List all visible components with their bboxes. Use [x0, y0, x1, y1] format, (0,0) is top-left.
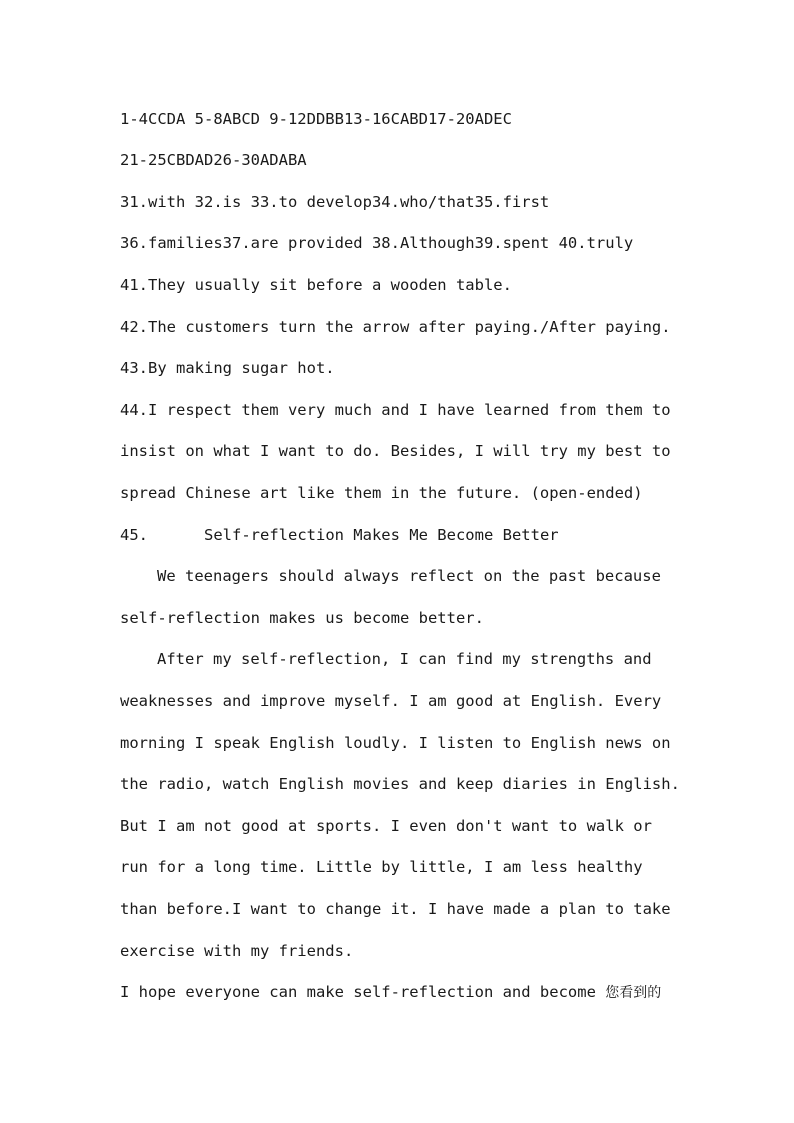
- answer-line-44-cont: spread Chinese art like them in the future. (open-ended): [120, 484, 643, 502]
- answer-line-44-cont: insist on what I want to do. Besides, I will try my best to: [120, 442, 671, 460]
- answer-line-41: 41.They usually sit before a wooden table.: [120, 276, 512, 294]
- answer-line-36-40: 36.families37.are provided 38.Although39.spent 40.truly: [120, 234, 634, 252]
- essay-number: 45.: [120, 526, 148, 544]
- essay-paragraph-3: [120, 982, 661, 1003]
- essay-paragraph-3-text: I hope everyone can make self-reflection and become: [120, 983, 596, 1001]
- essay-paragraph-3-cjk: 您看到的: [605, 985, 662, 1001]
- essay-paragraph-2-cont: exercise with my friends.: [120, 942, 354, 960]
- essay-paragraph-2: After my self-reflection, I can find my strengths and: [157, 650, 652, 668]
- essay-paragraph-2-cont: run for a long time. Little by little, I am less healthy: [120, 858, 643, 876]
- answer-line-42: 42.The customers turn the arrow after paying./After paying.: [120, 318, 671, 336]
- answer-line-21-30: 21-25CBDAD26-30ADABA: [120, 151, 307, 169]
- essay-title: Self-reflection Makes Me Become Better: [204, 526, 559, 544]
- essay-paragraph-2-cont: weaknesses and improve myself. I am good at English. Every: [120, 692, 662, 710]
- answer-line-31-35: 31.with 32.is 33.to develop34.who/that35.first: [120, 193, 550, 211]
- answer-line-1-20: 1-4CCDA 5-8ABCD 9-12DDBB13-16CABD17-20ADEC: [120, 110, 512, 128]
- essay-paragraph-2-cont: morning I speak English loudly. I listen to English news on: [120, 734, 671, 752]
- essay-paragraph-2-cont: the radio, watch English movies and keep diaries in English.: [120, 775, 680, 793]
- answer-line-43: 43.By making sugar hot.: [120, 359, 335, 377]
- answer-line-44: 44.I respect them very much and I have learned from them to: [120, 401, 671, 419]
- essay-paragraph-1: We teenagers should always reflect on the past because: [157, 567, 661, 585]
- essay-paragraph-1-cont: self-reflection makes us become better.: [120, 609, 484, 627]
- essay-paragraph-2-cont: than before.I want to change it. I have made a plan to take: [120, 900, 671, 918]
- essay-paragraph-2-cont: But I am not good at sports. I even don't want to walk or: [120, 817, 652, 835]
